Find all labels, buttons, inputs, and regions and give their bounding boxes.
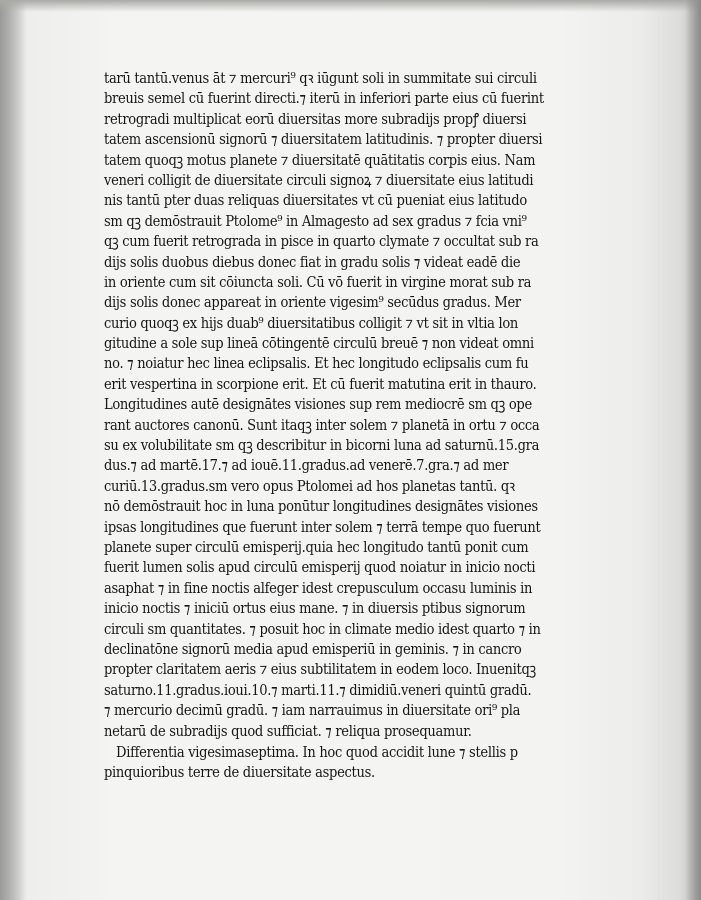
text-line: sm qꝫ demōstrauit Ptolome⁹ in Almagesto ad sex gradus ⁊ fcia vni⁹ [104,211,527,230]
text-line: tatem ascensionū signorū ⁊ diuersitatem latitudinis. ⁊ propter diuersi [104,130,543,149]
text-line: veneri colligit de diuersitate circuli signoꝝ ⁊ diuersitate eius latitudi [104,170,534,189]
text-line: declinatōne signorū media apud emisperiū in geminis. ⁊ in cancro [104,639,522,658]
text-line: circuli sm quantitates. ⁊ posuit hoc in climate medio idest quarto ⁊ in [104,619,541,638]
text-line: dijs solis donec appareat in oriente vigesim⁹ secūdus gradus. Mer [104,293,521,312]
text-line: fuerit lumen solis apud circulū emisperij quod noiatur in inicio nocti [104,558,536,577]
right-page-edge [685,0,701,900]
text-line: in oriente cum sit cōiuncta soli. Cū vō fuerit in virgine morat sub ra [104,272,532,291]
text-line: dijs solis duobus diebus donec fiat in gradu solis ⁊ videat eadē die [104,252,521,271]
text-line: nō demōstrauit hoc in luna ponūtur longitudines designātes visiones [104,497,538,516]
text-line: propter claritatem aeris ⁊ eius subtilitatem in eodem loco. Inuenitqꝫ [104,660,536,679]
text-line: curio quoqꝫ ex hijs duab⁹ diuersitatibus colligit ⁊ vt sit in vltia lon [104,313,519,332]
text-line: tarū tantū.venus āt ⁊ mercuri⁹ qꝛ iūgunt soli in summitate sui circuli [104,69,537,87]
section-heading-line: Differentia vigesimaseptima. In hoc quod accidit lune ⁊ stellis p [116,742,518,761]
text-line: planete super circulū emisperij.quia hec longitudo tantū ponit cum [104,537,529,556]
text-line: netarū de subradijs quod sufficiat. ⁊ reliqua prosequamur. [104,721,472,740]
text-line: erit vespertina in scorpione erit. Et cū fuerit matutina erit in thauro. [104,374,537,393]
text-line: curiū.13.gradus.sm vero opus Ptolomei ad hos planetas tantū. qꝛ [104,476,515,495]
text-line: dus.⁊ ad martē.17.⁊ ad iouē.11.gradus.ad venerē.7.gra.⁊ ad mer [104,456,509,475]
text-line: saturno.11.gradus.ioui.10.⁊ marti.11.⁊ dimidiū.veneri quintū gradū. [104,680,532,699]
text-line: inicio noctis ⁊ iniciū ortus eius mane. ⁊ in diuersis ptibus signorum [104,599,526,618]
text-line: retrogradi multiplicat eorū diuersitas more subradijs propꝭ diuersi [104,109,527,128]
text-line: tatem quoqꝫ motus planete ⁊ diuersitatē quātitatis corpis eius. Nam [104,150,536,169]
text-line: ⁊ mercurio decimū gradū. ⁊ iam narrauimus in diuersitate ori⁹ pla [104,701,521,720]
text-line: gitudine a sole sup lineā cōtingentē circulū breuē ⁊ non videat omni [104,334,534,353]
text-line: Longitudines autē designātes visiones sup rem mediocrē sm qꝫ ope [104,395,532,414]
top-page-edge [0,0,701,12]
text-line: rant auctores canonū. Sunt itaqꝫ inter solem ⁊ planetā in ortu ⁊ occa [104,415,540,434]
text-line: qꝫ cum fuerit retrograda in pisce in quarto clymate ⁊ occultat sub ra [104,232,539,251]
binding-shadow [0,0,26,900]
section-heading-line: pinquioribus terre de diuersitate aspectus. [104,763,375,782]
text-line: asaphat ⁊ in fine noctis alfeger idest crepusculum occasu luminis in [104,578,533,597]
text-line: ipsas longitudines que fuerunt inter solem ⁊ terrā tempe quo fuerunt [104,517,541,536]
text-line: no. ⁊ noiatur hec linea eclipsalis. Et hec longitudo eclipsalis cum fu [104,354,529,373]
body-text [104,68,652,783]
text-line: breuis semel cū fuerint directi.⁊ iterū in inferiori parte eius cū fuerint [104,89,544,108]
text-line: su ex volubilitate sm qꝫ describitur in bicorni luna ad saturnū.15.gra [104,436,540,455]
text-line: nis tantū pter duas reliquas diuersitates vt cū pueniat eius latitudo [104,191,527,210]
